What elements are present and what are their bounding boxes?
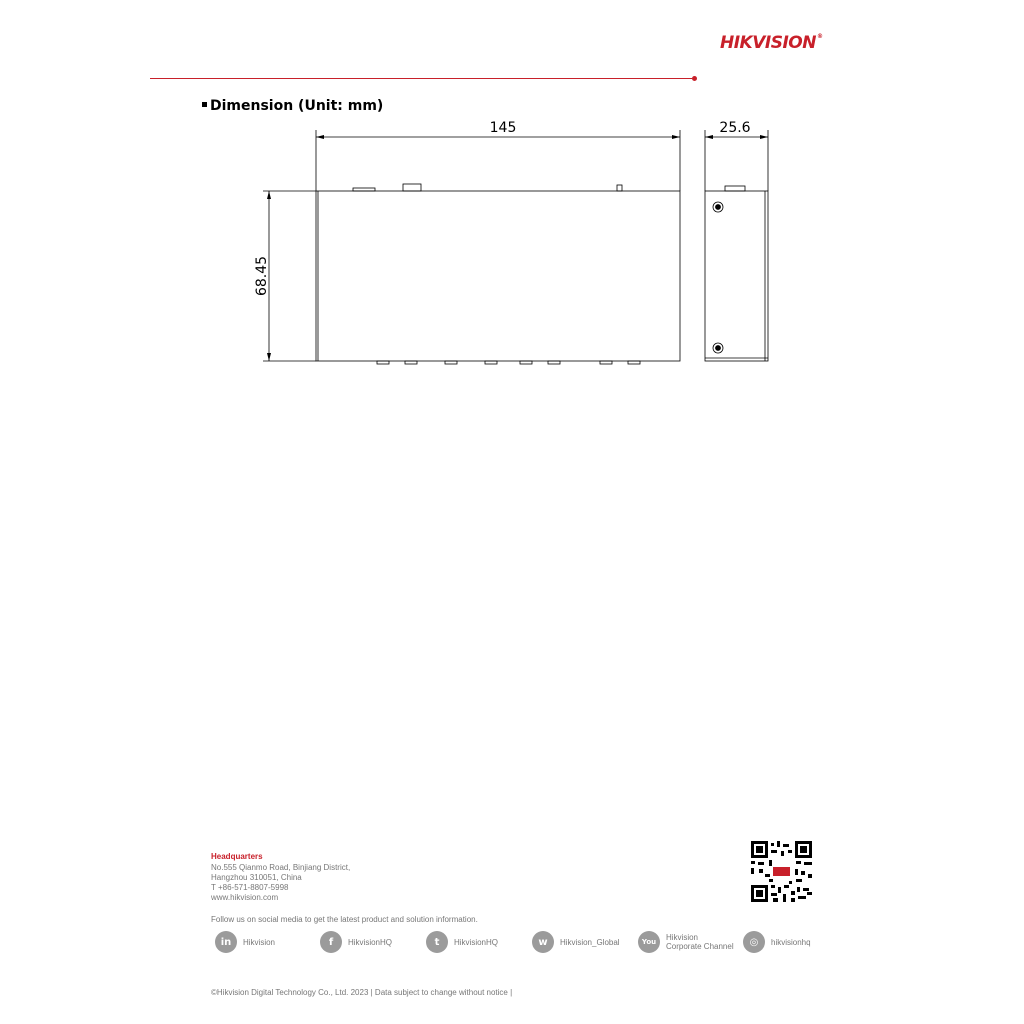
facebook-icon: f (320, 931, 342, 953)
hq-address-line1: No.555 Qianmo Road, Binjiang District, (211, 863, 351, 872)
logo-registered-mark: ® (816, 33, 823, 40)
hq-title: Headquarters (211, 852, 263, 861)
front-view-top-led (617, 185, 622, 191)
social-youtube-label (666, 933, 734, 951)
depth-label: 25.6 (719, 120, 751, 136)
hq-phone: T +86-571-8807-5998 (211, 883, 289, 892)
linkedin-icon: in (215, 931, 237, 953)
follow-text: Follow us on social media to get the latest product and solution information. (211, 915, 478, 924)
dimension-drawing (0, 0, 1024, 420)
side-view-screw-bottom-inner (716, 346, 721, 351)
copyright-text: ©Hikvision Digital Technology Co., Ltd. 2023 | Data subject to change without notice | (211, 988, 513, 997)
height-arrow-top (267, 191, 271, 199)
side-view-top-bracket (725, 186, 745, 191)
social-facebook-label: HikvisionHQ (348, 937, 393, 947)
front-view-top-feature (353, 188, 375, 191)
youtube-icon: You (638, 931, 660, 953)
social-wechat[interactable] (532, 931, 620, 953)
social-linkedin-label: Hikvision (243, 937, 276, 947)
social-linkedin[interactable] (215, 931, 275, 953)
hq-website[interactable]: www.hikvision.com (211, 893, 279, 902)
social-twitter[interactable] (426, 931, 498, 953)
wechat-icon: w (532, 931, 554, 953)
width-arrow-right (672, 135, 680, 139)
social-instagram[interactable] (743, 931, 811, 953)
front-view-top-port (403, 184, 421, 191)
social-youtube[interactable] (638, 931, 734, 953)
social-twitter-label: HikvisionHQ (454, 937, 499, 947)
social-facebook[interactable] (320, 931, 392, 953)
logo-text: HIKVISION (720, 33, 816, 53)
social-wechat-label: Hikvision_Global (560, 937, 620, 947)
social-youtube-label-line1: Hikvision (666, 933, 699, 942)
width-arrow-left (316, 135, 324, 139)
depth-arrow-right (760, 135, 768, 139)
qr-code[interactable] (751, 841, 812, 902)
height-arrow-bottom (267, 353, 271, 361)
twitter-icon: t (426, 931, 448, 953)
section-title-text: Dimension (Unit: mm) (210, 98, 384, 114)
social-instagram-label: hikvisionhq (771, 937, 811, 947)
front-view-bottom-feet (377, 361, 640, 364)
depth-arrow-left (705, 135, 713, 139)
side-view-screw-top-inner (716, 205, 721, 210)
width-label: 145 (489, 120, 517, 136)
hq-address-line2: Hangzhou 310051, China (211, 873, 302, 882)
side-view-body (705, 191, 768, 361)
height-label: 68.45 (254, 255, 270, 297)
instagram-icon: ◎ (743, 931, 765, 953)
front-view-body (316, 191, 680, 361)
social-youtube-label-line2: Corporate Channel (666, 942, 734, 951)
